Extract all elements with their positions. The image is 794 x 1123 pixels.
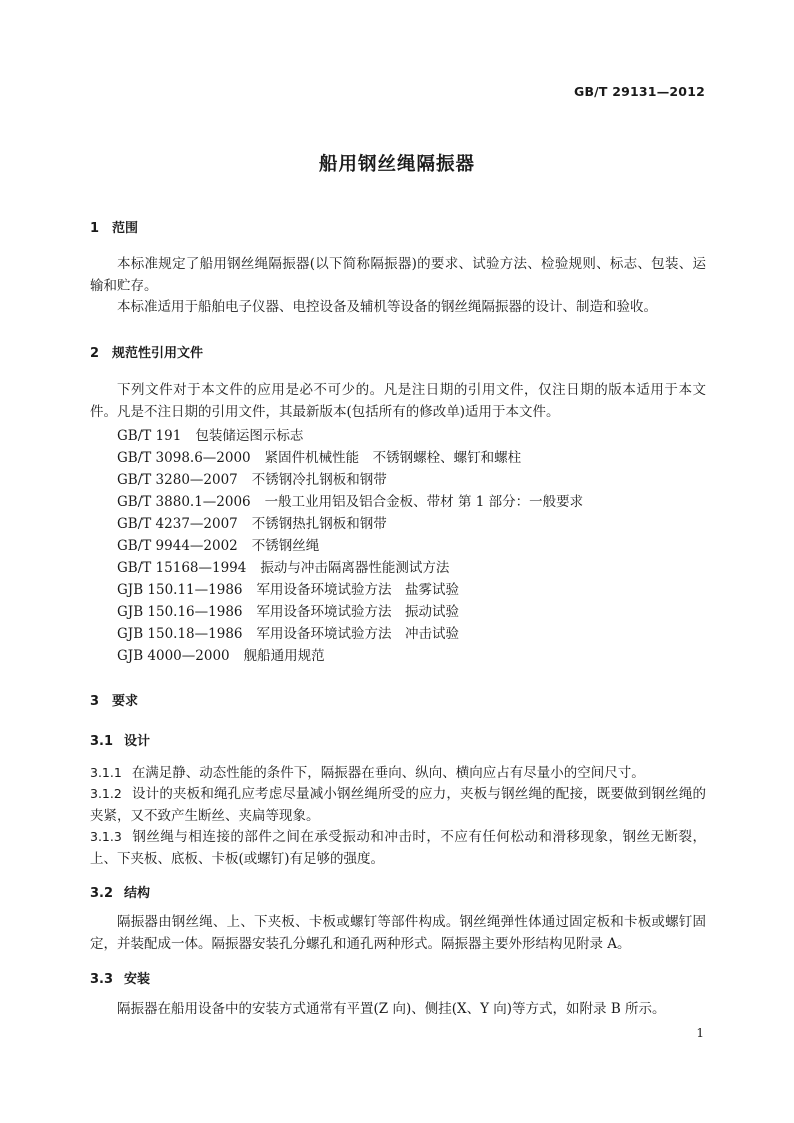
reference-code: GB/T 4237—2007: [117, 516, 238, 532]
subsection-number: 3.2: [90, 886, 114, 901]
section-2-heading: [90, 342, 203, 361]
paragraph: 下列文件对于本文件的应用是必不可少的。凡是注日期的引用文件，仅注日期的版本适用于本文件。凡是不注日期的引用文件，其最新版本(包括所有的修改单)适用于本文件。: [90, 382, 706, 420]
reference-code: GJB 4000—2000: [117, 648, 230, 664]
reference-item: [117, 580, 459, 602]
reference-title: 舰船通用规范: [243, 648, 325, 664]
page-number: 1: [696, 1026, 704, 1040]
section-1-heading: [90, 217, 138, 236]
reference-title: 军用设备环境试验方法 振动试验: [256, 604, 460, 620]
reference-code: GB/T 3880.1—2006: [117, 494, 251, 510]
reference-title: 紧固件机械性能 不锈钢螺栓、螺钉和螺柱: [264, 450, 522, 466]
standard-number: GB/T 29131—2012: [573, 84, 705, 99]
clause-text: 在满足静、动态性能的条件下，隔振器在垂向、纵向、横向应占有尽量小的空间尺寸。: [131, 765, 645, 781]
reference-title: 一般工业用铝及铝合金板、带材 第 1 部分：一般要求: [264, 494, 584, 510]
section-number: 1: [90, 221, 100, 236]
clause-text: 设计的夹板和绳孔应考虑尽量减小钢丝绳所受的应力，夹板与钢丝绳的配接，既要做到钢丝绳的夹紧，又不致产生断丝、夹扁等现象。: [90, 786, 706, 824]
paragraph: 本标准适用于船舶电子仪器、电控设备及辅机等设备的钢丝绳隔振器的设计、制造和验收。: [117, 299, 657, 315]
clause-number: 3.1.3: [90, 829, 122, 844]
reference-title: 不锈钢丝绳: [251, 538, 320, 554]
reference-item: [117, 470, 387, 492]
reference-item: [117, 514, 387, 536]
subsection-3-1-heading: [90, 730, 150, 749]
subsection-title: 结构: [124, 886, 151, 901]
document-title: 船用钢丝绳隔振器: [318, 154, 475, 175]
reference-item: [117, 558, 449, 580]
subsection-title: 安装: [124, 972, 151, 987]
reference-code: GJB 150.11—1986: [117, 582, 243, 598]
subsection-title: 设计: [124, 734, 151, 749]
subsection-number: 3.1: [90, 734, 114, 749]
section-title: 范围: [112, 221, 139, 236]
section-title: 规范性引用文件: [112, 346, 204, 361]
reference-item: [117, 624, 459, 646]
subsection-3-3-heading: [90, 968, 150, 987]
reference-item: [117, 448, 521, 470]
reference-title: 军用设备环境试验方法 冲击试验: [256, 626, 460, 642]
reference-code: GJB 150.18—1986: [117, 626, 243, 642]
reference-item: [117, 602, 459, 624]
reference-item: [117, 492, 583, 514]
reference-code: GJB 150.16—1986: [117, 604, 243, 620]
clause-number: 3.1.2: [90, 786, 122, 801]
reference-code: GB/T 15168—1994: [117, 560, 247, 576]
reference-code: GB/T 191: [117, 428, 182, 444]
clause-number: 3.1.1: [90, 765, 122, 780]
reference-title: 振动与冲击隔离器性能测试方法: [260, 560, 450, 576]
reference-item: [117, 426, 303, 448]
section-number: 2: [90, 346, 100, 361]
reference-title: 不锈钢冷扎钢板和钢带: [251, 472, 387, 488]
clause-3-1-1: [90, 762, 706, 785]
paragraph: 本标准规定了船用钢丝绳隔振器(以下简称隔振器)的要求、试验方法、检验规则、标志、包装、运输和贮存。: [90, 256, 706, 294]
paragraph: 隔振器由钢丝绳、上、下夹板、卡板或螺钉等部件构成。钢丝绳弹性体通过固定板和卡板或螺钉固定，并装配成一体。隔振器安装孔分螺孔和通孔两种形式。隔振器主要外形结构见附录 A。: [90, 914, 706, 952]
clause-3-1-2: [90, 783, 706, 827]
section-3-heading: [90, 690, 138, 709]
reference-item: [117, 646, 325, 668]
section-title: 要求: [112, 694, 139, 709]
reference-code: GB/T 9944—2002: [117, 538, 238, 554]
reference-title: 包装储运图示标志: [195, 428, 304, 444]
reference-code: GB/T 3098.6—2000: [117, 450, 251, 466]
subsection-3-2-heading: [90, 882, 150, 901]
clause-text: 钢丝绳与相连接的部件之间在承受振动和冲击时，不应有任何松动和滑移现象，钢丝无断裂，上、下夹板、底板、卡板(或螺钉)有足够的强度。: [90, 829, 706, 867]
subsection-number: 3.3: [90, 972, 114, 987]
section-number: 3: [90, 694, 100, 709]
reference-item: [117, 536, 319, 558]
reference-title: 不锈钢热扎钢板和钢带: [251, 516, 387, 532]
reference-title: 军用设备环境试验方法 盐雾试验: [256, 582, 460, 598]
clause-3-1-3: [90, 826, 706, 870]
reference-code: GB/T 3280—2007: [117, 472, 238, 488]
paragraph: 隔振器在船用设备中的安装方式通常有平置(Z 向)、侧挂(X、Y 向)等方式，如附录 B 所示。: [117, 1001, 666, 1017]
